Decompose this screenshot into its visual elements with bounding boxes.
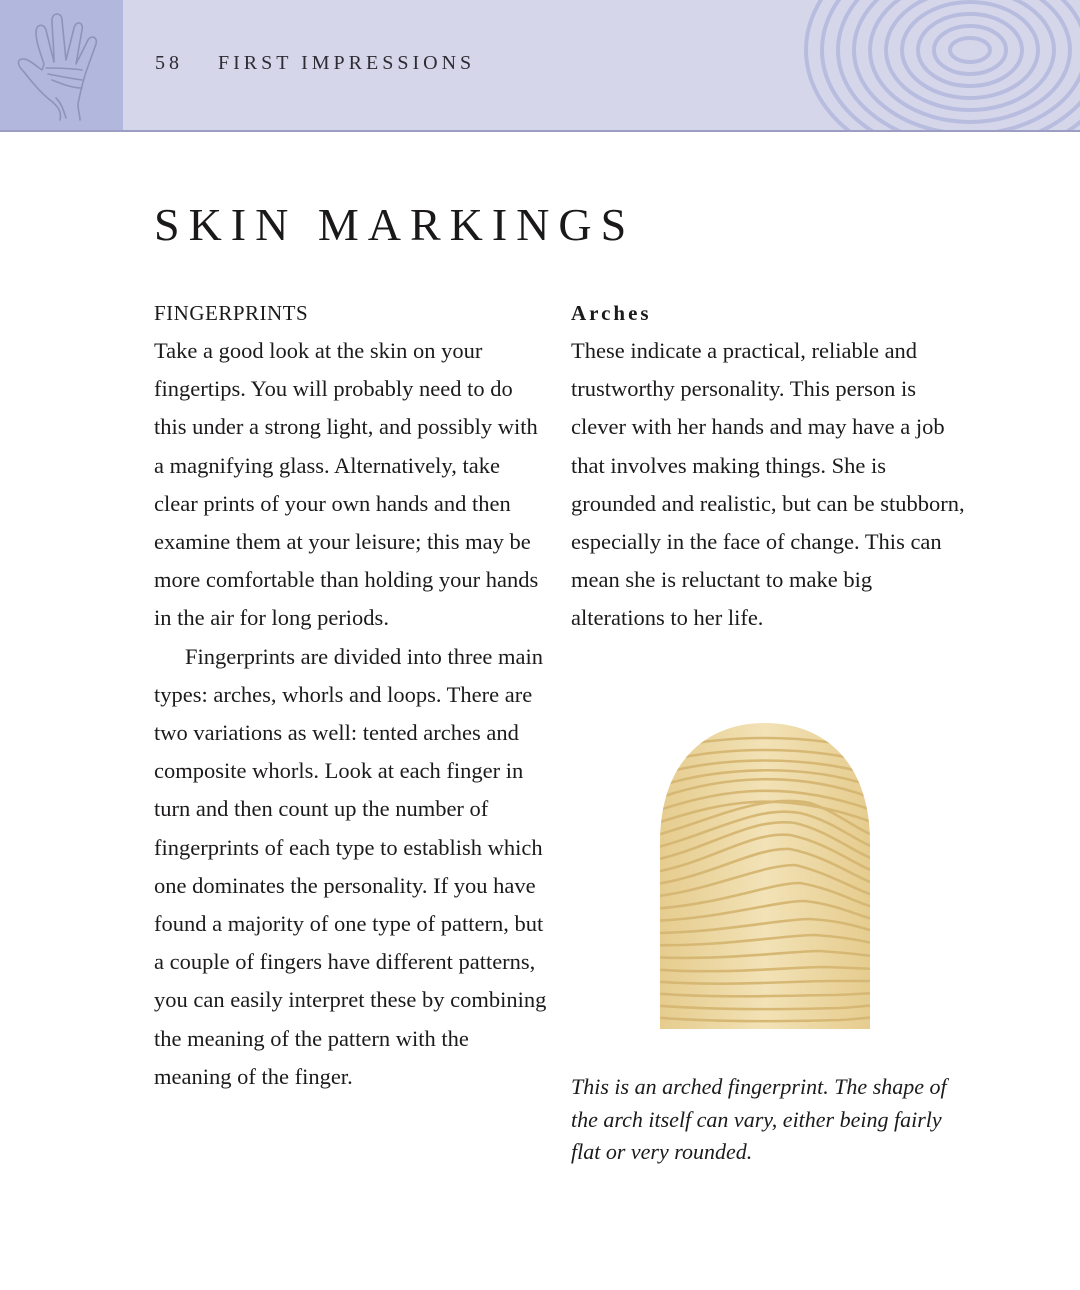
figure-caption: This is an arched fingerprint. The shape of the arch itself can vary, either being fairly flat or very rounded.: [571, 1074, 947, 1164]
fingerprints-subhead: FINGERPRINTS: [154, 301, 309, 325]
arched-fingerprint-illustration: [660, 723, 870, 1036]
hand-icon-box: [0, 0, 123, 130]
page-header: [0, 0, 1080, 132]
arches-subhead: Arches: [571, 301, 652, 325]
left-column: [154, 294, 549, 1096]
running-head: [155, 52, 475, 75]
page-title: SKIN MARKINGS: [154, 199, 636, 250]
body-paragraph: These indicate a practical, reliable and trustworthy personality. This person is clever with her hands and may have a job that involves making things. She is grounded and realistic, but can be stubborn, especially in the face of change. This can mean she is reluctant to make big alterations to her life.: [571, 338, 965, 631]
page-number: 58: [155, 52, 183, 74]
body-paragraph: Fingerprints are divided into three main types: arches, whorls and loops. There are two variations as well: tented arches and composite whorls. Look at each finger in turn and then count up the number of fingerprints of each type to establish which one dominates the personality. If you have found a majority of one type of pattern, but a couple of fingers have different patterns, you can easily interpret these by combining the meaning of the pattern with the meaning of the finger.: [154, 643, 547, 1089]
body-paragraph: Take a good look at the skin on your fingertips. You will probably need to do this under a strong light, and possibly with a magnifying glass. Alternatively, take clear prints of your own hands and then examine them at your leisure; this may be more comfortable than holding your hands in the air for long periods.: [154, 338, 539, 631]
section-title: FIRST IMPRESSIONS: [218, 52, 476, 74]
fingerprint-watermark: [680, 0, 1080, 130]
right-column: [571, 294, 966, 638]
hand-outline-icon: [10, 8, 114, 124]
